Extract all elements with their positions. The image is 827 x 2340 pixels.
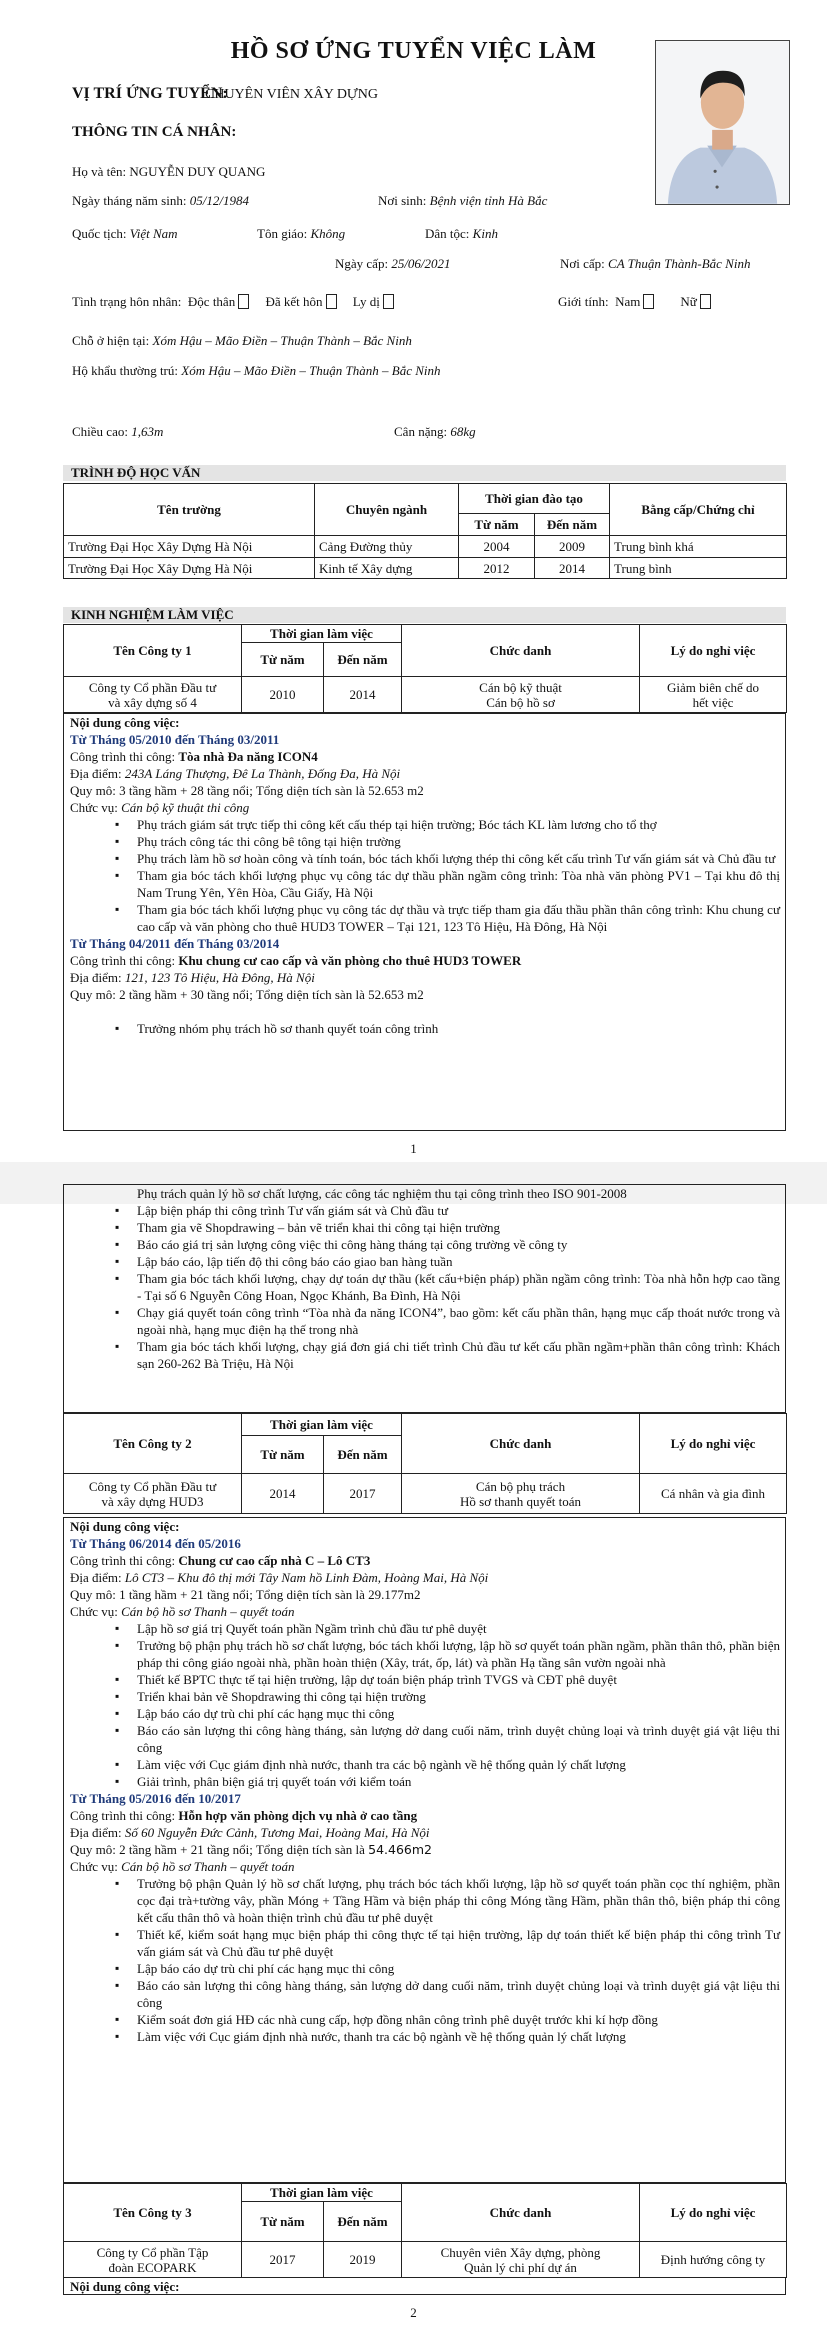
scale-label: Quy mô: — [70, 1842, 116, 1857]
education-school: Trường Đại Học Xây Dựng Hà Nội — [64, 558, 315, 579]
project-4-scale-row — [70, 1841, 780, 1858]
ethnic-label: Dân tộc: — [425, 226, 470, 241]
name-value: NGUYỄN DUY QUANG — [129, 164, 266, 179]
company-3-from: 2017 — [242, 2242, 324, 2278]
project-1-project-row — [70, 748, 780, 765]
issue-place-label: Nơi cấp: — [560, 256, 605, 271]
company-2-header-to: Đến năm — [324, 1436, 402, 1474]
project-3-period: Từ Tháng 06/2014 đến 05/2016 — [70, 1536, 241, 1551]
company-1-name-line2: và xây dựng số 4 — [108, 694, 197, 710]
list-item: ▪ Giải trình, phân biện giá trị quyết toán với kiểm toán — [115, 1773, 780, 1790]
education-table — [63, 483, 787, 579]
project-label: Công trình thi công: — [70, 749, 176, 764]
divorced-checkbox[interactable] — [383, 294, 394, 309]
name-label: Họ và tên: — [72, 164, 127, 179]
name-row — [72, 164, 265, 180]
project-4-duties — [115, 1875, 780, 2045]
project-4-role: Cán bộ hồ sơ Thanh – quyết toán — [121, 1859, 295, 1874]
issue-place-row — [560, 256, 750, 272]
education-major: Cảng Đường thủy — [315, 536, 459, 558]
list-item: ▪ Phụ trách công tác thi công bê tông tại hiện trường — [115, 833, 780, 850]
project-2-period: Từ Tháng 04/2011 đến Tháng 03/2014 — [70, 936, 280, 951]
list-item: ▪ Báo cáo giá trị sản lượng công việc thi công hàng tháng tại công trường về công ty — [115, 1236, 780, 1253]
female-label: Nữ — [680, 294, 697, 309]
project-3-location: Lô CT3 – Khu đô thị mới Tây Nam hồ Linh Đàm, Hoàng Mai, Hà Nội — [124, 1570, 489, 1585]
project-label: Công trình thi công: — [70, 1553, 176, 1568]
company-3-header-to: Đến năm — [324, 2202, 402, 2242]
list-item: ▪ Triển khai bản vẽ Shopdrawing thi công tại hiện trường — [115, 1688, 780, 1705]
company-2-from: 2014 — [242, 1474, 324, 1514]
company-3-header-title: Chức danh — [402, 2184, 640, 2242]
project-1-location-row — [70, 765, 780, 782]
list-item: ▪ Phụ trách giám sát trực tiếp thi công kết cấu thép tại hiện trường; Bóc tách KL làm lương cho tổ thợ — [115, 816, 780, 833]
company-3-table — [63, 2183, 787, 2278]
company-3-title-line2: Quản lý chi phí dự án — [464, 2259, 577, 2275]
education-to: 2014 — [535, 558, 610, 579]
company-2-header-from: Từ năm — [242, 1436, 324, 1474]
project-1-scale-row — [70, 782, 780, 799]
list-item: ▪ Báo cáo sản lượng thi công hàng tháng, sản lượng dở dang cuối năm, trình duyệt chủng loại và trình duyệt giá vật liệu thi công — [115, 1722, 780, 1756]
current-address-row — [72, 333, 412, 349]
list-item: ▪ Thiết kế BPTC thực tế tại hiện trường, lập dự toán biện pháp trình TVGS và CĐT phê duyệt — [115, 1671, 780, 1688]
company-2-table — [63, 1413, 787, 1514]
nationality-value: Việt Nam — [129, 226, 178, 241]
education-major: Kinh tế Xây dựng — [315, 558, 459, 579]
list-item: ▪ Kiểm soát đơn giá HĐ các nhà cung cấp, hợp đồng nhân công trình phê duyệt trước khi kí hợp đồng — [115, 2011, 780, 2028]
company-1-header-title: Chức danh — [402, 625, 640, 677]
scale-label: Quy mô: — [70, 987, 116, 1002]
company-1-reason — [640, 677, 787, 713]
project-2-name: Khu chung cư cao cấp và văn phòng cho thuê HUD3 TOWER — [178, 953, 522, 968]
height-row — [72, 424, 163, 440]
company-1-title — [402, 677, 640, 713]
education-header-to: Đến năm — [535, 514, 610, 536]
role-label: Chức vụ: — [70, 1604, 118, 1619]
company-3-title — [402, 2242, 640, 2278]
project-1-role: Cán bộ kỹ thuật thi công — [121, 800, 250, 815]
marital-label: Tình trạng hôn nhân: — [72, 294, 182, 309]
project-1-name: Tòa nhà Đa năng ICON4 — [178, 749, 318, 764]
company-3-header-period: Thời gian làm việc — [242, 2184, 402, 2202]
project-label: Công trình thi công: — [70, 1808, 176, 1823]
project-2-continued — [70, 1185, 780, 1372]
document-title: HỒ SƠ ỨNG TUYỂN VIỆC LÀM — [230, 38, 597, 64]
table-row — [64, 558, 787, 579]
company-2-header-period: Thời gian làm việc — [242, 1414, 402, 1436]
list-item: ▪ Tham gia bóc tách khối lượng phục vụ công tác dự thầu và trực tiếp tham gia đấu thầu phần thân công trình: Khu chung cư cao cấp và văn phòng cho thuê HUD3 TOWER – Tại 121, 123 Tô Hiệu, Hà Đông, Hà Nội — [115, 901, 780, 935]
religion-label: Tôn giáo: — [257, 226, 308, 241]
education-degree: Trung bình khá — [610, 536, 787, 558]
list-item: ▪ Tham gia bóc tách khối lượng phục vụ công tác dự thầu phần ngầm công trình: Tòa nhà văn phòng PV1 – Tại khu đô thị Nam Trung Yên, Yên Hòa, Cầu Giấy, Hà Nội — [115, 867, 780, 901]
project-2-duties-page1 — [115, 1020, 780, 1037]
page-number-1: 1 — [410, 1141, 417, 1156]
company-3-title-line1: Chuyên viên Xây dựng, phòng — [440, 2244, 601, 2260]
project-3-location-row — [70, 1569, 780, 1586]
education-from: 2004 — [459, 536, 535, 558]
project-2-location: 121, 123 Tô Hiệu, Hà Đông, Hà Nội — [124, 970, 315, 985]
company-1-name-line1: Công ty Cổ phần Đầu tư — [88, 679, 217, 695]
dob-value: 05/12/1984 — [189, 193, 249, 208]
education-header-school: Tên trường — [64, 484, 315, 536]
project-2-continued-line: Phụ trách quản lý hồ sơ chất lượng, các công tác nghiệm thu tại công trình theo ISO 901-2008 — [137, 1186, 627, 1201]
issue-place-value: CA Thuận Thành-Bắc Ninh — [608, 256, 751, 271]
position-label: VỊ TRÍ ỨNG TUYỂN: — [72, 85, 228, 102]
list-item: ▪ Trưởng nhóm phụ trách hồ sơ thanh quyết toán công trình — [115, 1020, 780, 1037]
company-3-header-from: Từ năm — [242, 2202, 324, 2242]
company-2-name-line2: và xây dựng HUD3 — [101, 1493, 204, 1509]
scale-label: Quy mô: — [70, 783, 116, 798]
education-to: 2009 — [535, 536, 610, 558]
company-1-header-from: Từ năm — [242, 643, 324, 677]
project-1-period: Từ Tháng 05/2010 đến Tháng 03/2011 — [70, 732, 280, 747]
position-value: CHUYÊN VIÊN XÂY DỰNG — [205, 87, 379, 102]
company-1-content — [70, 714, 780, 1037]
list-item: ▪ Trưởng bộ phận Quản lý hồ sơ chất lượng, phụ trách bóc tách khối lượng, lập hồ sơ quyết toán phần cọc thí nghiệm, phần cọc đại trà+tường vây, phần Móng + Tầng Hầm và biện pháp thi công Móng tầng Hầm, phần thân thô, biện pháp thi công kết cấu thân thô và hoàn thiện trình chủ đầu tư phê duyệt — [115, 1875, 780, 1926]
education-school: Trường Đại Học Xây Dựng Hà Nội — [64, 536, 315, 558]
list-item: ▪ Báo cáo sản lượng thi công hàng tháng, sản lượng dở dang cuối năm, trình duyệt chủng loại và trình duyệt giá vật liệu thi công — [115, 1977, 780, 2011]
list-item: ▪ Lập biện pháp thi công trình Tư vấn giám sát và Chủ đầu tư — [115, 1202, 780, 1219]
company-2-to: 2017 — [324, 1474, 402, 1514]
education-from: 2012 — [459, 558, 535, 579]
project-2-scale-row — [70, 986, 780, 1003]
single-label: Độc thân — [187, 294, 236, 309]
project-4-scale: 2 tầng hầm + 21 tầng nổi; Tổng diện tích sàn là — [119, 1842, 369, 1857]
company-2-header-reason: Lý do nghỉ việc — [640, 1414, 787, 1474]
company-3-to: 2019 — [324, 2242, 402, 2278]
education-heading: TRÌNH ĐỘ HỌC VẤN — [63, 465, 786, 481]
pob-label: Nơi sinh: — [378, 193, 427, 208]
project-2-project-row — [70, 952, 780, 969]
issue-date-row — [335, 256, 451, 272]
project-3-role-row — [70, 1603, 780, 1620]
education-header-degree: Bằng cấp/Chứng chỉ — [610, 484, 787, 536]
company-1-label: Tên Công ty 1 — [64, 625, 242, 677]
project-4-role-row — [70, 1858, 780, 1875]
gender-row — [558, 294, 711, 310]
list-item: ▪ Làm việc với Cục giám định nhà nước, thanh tra các bộ ngành về hệ thống quản lý chất lượng — [115, 2028, 780, 2045]
role-label: Chức vụ: — [70, 800, 118, 815]
education-degree: Trung bình — [610, 558, 787, 579]
project-4-scale-value: 54.466m2 — [368, 1842, 432, 1857]
company-3-label: Tên Công ty 3 — [64, 2184, 242, 2242]
project-4-project-row — [70, 1807, 780, 1824]
company-3-name — [64, 2242, 242, 2278]
project-1-duties — [115, 816, 780, 935]
location-label: Địa điểm: — [70, 1825, 122, 1840]
weight-value: 68kg — [450, 424, 476, 439]
weight-row — [394, 424, 476, 440]
company-2-title — [402, 1474, 640, 1514]
issue-date-value: 25/06/2021 — [391, 256, 451, 271]
content-label: Nội dung công việc: — [70, 715, 180, 730]
table-row — [64, 677, 787, 713]
education-header-from: Từ năm — [459, 514, 535, 536]
single-checkbox[interactable] — [238, 294, 249, 309]
female-checkbox[interactable] — [700, 294, 711, 309]
project-1-location: 243A Láng Thượng, Đê La Thành, Đống Đa, Hà Nội — [124, 766, 401, 781]
table-row — [64, 1474, 787, 1514]
list-item: ▪ Lập báo cáo, lập tiến độ thi công báo cáo giao ban hàng tuần — [115, 1253, 780, 1270]
table-row — [64, 536, 787, 558]
company-2-name — [64, 1474, 242, 1514]
permanent-address-row — [72, 363, 441, 379]
project-2-scale: 2 tầng hầm + 30 tầng nổi; Tổng diện tích sàn là 52.653 m2 — [119, 987, 424, 1002]
education-header-period: Thời gian đào tạo — [459, 484, 610, 514]
company-1-header-to: Đến năm — [324, 643, 402, 677]
project-label: Công trình thi công: — [70, 953, 176, 968]
dob-row — [72, 193, 249, 209]
list-item: ▪ Phụ trách làm hồ sơ hoàn công và tính toán, bóc tách khối lượng thép thi công kết cấu trình Tư vấn giám sát và Chủ đầu tư — [115, 850, 780, 867]
project-3-project-row — [70, 1552, 780, 1569]
company-1-title-line2: Cán bộ hồ sơ — [486, 694, 555, 710]
company-1-reason-line2: hết việc — [692, 694, 734, 710]
gender-label: Giới tính: — [558, 294, 609, 309]
project-4-name: Hỗn hợp văn phòng dịch vụ nhà ở cao tầng — [178, 1808, 418, 1823]
list-item: ▪ Tham gia vẽ Shopdrawing – bản vẽ triển khai thi công tại hiện trường — [115, 1219, 780, 1236]
issue-date-label: Ngày cấp: — [335, 256, 389, 271]
personal-info-heading: THÔNG TIN CÁ NHÂN: — [72, 124, 237, 140]
company-1-name — [64, 677, 242, 713]
married-label: Đã kết hôn — [265, 294, 323, 309]
nationality-row — [72, 226, 178, 242]
company-1-table — [63, 624, 787, 713]
current-address-value: Xóm Hậu – Mão Điền – Thuận Thành – Bắc Ninh — [152, 333, 412, 348]
list-item: ▪ Tham gia bóc tách khối lượng, chạy giá đơn giá chi tiết trình Chủ đầu tư kết cấu phần ngầm+phần thân công trình: Khách sạn 260-262 Bà Triệu, Hà Nội — [115, 1338, 780, 1372]
pob-value: Bệnh viện tỉnh Hà Bắc — [429, 193, 548, 208]
page-number-2: 2 — [410, 2305, 417, 2320]
current-address-label: Chỗ ở hiện tại: — [72, 333, 150, 348]
company-2-content — [70, 1518, 780, 2045]
profile-photo — [655, 40, 790, 205]
company-1-title-line1: Cán bộ kỹ thuật — [479, 679, 562, 695]
list-item: ▪ Tham gia bóc tách khối lượng, chạy dự toán dự thầu (kết cấu+biện pháp) phần ngầm công trình: Tòa nhà hỗn hợp cao tầng - Tại số 6 Nguyễn Công Hoan, Ngọc Khánh, Ba Đình, Hà Nội — [115, 1270, 780, 1304]
list-item: ▪ Chạy giá quyết toán công trình “Tòa nhà đa năng ICON4”, bao gồm: kết cấu phần thân, hạng mục cấp thoát nước trong và ngoài nhà, hạng mục điện hạ thế trong nhà — [115, 1304, 780, 1338]
project-3-role: Cán bộ hồ sơ Thanh – quyết toán — [121, 1604, 295, 1619]
company-1-header-reason: Lý do nghỉ việc — [640, 625, 787, 677]
height-label: Chiều cao: — [72, 424, 128, 439]
male-label: Nam — [615, 294, 641, 309]
company-2-name-line1: Công ty Cổ phần Đầu tư — [88, 1478, 217, 1494]
list-item: ▪ Lập báo cáo dự trù chi phí các hạng mục thi công — [115, 1960, 780, 1977]
project-3-scale-row — [70, 1586, 780, 1603]
male-checkbox[interactable] — [643, 294, 654, 309]
content-label: Nội dung công việc: — [70, 1519, 180, 1534]
experience-heading: KINH NGHIỆM LÀM VIỆC — [63, 607, 786, 623]
content-label: Nội dung công việc: — [70, 2279, 180, 2294]
ethnic-value: Kinh — [472, 226, 498, 241]
marital-row — [72, 294, 394, 310]
company-3-name-line2: đoàn ECOPARK — [108, 2259, 197, 2275]
company-2-header-title: Chức danh — [402, 1414, 640, 1474]
permanent-address-value: Xóm Hậu – Mão Điền – Thuận Thành – Bắc Ninh — [181, 363, 441, 378]
education-header-major: Chuyên ngành — [315, 484, 459, 536]
table-row — [64, 2242, 787, 2278]
company-1-to: 2014 — [324, 677, 402, 713]
project-3-duties — [115, 1620, 780, 1790]
list-item: ▪ Trưởng bộ phận phụ trách hồ sơ chất lượng, bóc tách khối lượng, lập hồ sơ quyết toán phần ngầm, phần thân thô, phần biện pháp thi công giáo ngoài nhà, phần hoàn thiện (Xây, trát, ốp, lát) và phần Hạ tầng sân vườn ngoài nhà — [115, 1637, 780, 1671]
role-label: Chức vụ: — [70, 1859, 118, 1874]
list-item: ▪ Lập hồ sơ giá trị Quyết toán phần Ngầm trình chủ đầu tư phê duyệt — [115, 1620, 780, 1637]
person-photo-icon — [656, 41, 789, 204]
religion-value: Không — [310, 226, 346, 241]
location-label: Địa điểm: — [70, 766, 122, 781]
pob-row — [378, 193, 547, 209]
company-3-header-reason: Lý do nghỉ việc — [640, 2184, 787, 2242]
company-1-from: 2010 — [242, 677, 324, 713]
company-1-reason-line1: Giảm biên chế do — [666, 679, 760, 695]
permanent-address-label: Hộ khẩu thường trú: — [72, 363, 178, 378]
religion-row — [257, 226, 345, 242]
location-label: Địa điểm: — [70, 970, 122, 985]
location-label: Địa điểm: — [70, 1570, 122, 1585]
project-3-scale: 1 tầng hầm + 21 tầng nổi; Tổng diện tích sàn là 29.177m2 — [119, 1587, 421, 1602]
project-2-duties-page2 — [115, 1202, 780, 1372]
ethnic-row — [425, 226, 498, 242]
list-item: ▪ Thiết kế, kiểm soát hạng mục biện pháp thi công thực tế tại hiện trường, lập dự toán thiết kế biện pháp thi công trình Tư vấn giám sát và Chủ đầu tư phê duyệt — [115, 1926, 780, 1960]
company-3-content — [70, 2278, 780, 2295]
list-item: ▪ Làm việc với Cục giám định nhà nước, thanh tra các bộ ngành về hệ thống quản lý chất lượng — [115, 1756, 780, 1773]
height-value: 1,63m — [131, 424, 164, 439]
company-2-reason: Cá nhân và gia đình — [640, 1474, 787, 1514]
company-3-reason: Định hướng công ty — [640, 2242, 787, 2278]
divorced-label: Ly dị — [352, 294, 380, 309]
project-3-name: Chung cư cao cấp nhà C – Lô CT3 — [178, 1553, 371, 1568]
project-1-scale: 3 tầng hầm + 28 tầng nổi; Tổng diện tích sàn là 52.653 m2 — [119, 783, 424, 798]
weight-label: Cân nặng: — [394, 424, 448, 439]
project-4-location-row — [70, 1824, 780, 1841]
project-4-period: Từ Tháng 05/2016 đến 10/2017 — [70, 1791, 241, 1806]
company-2-label: Tên Công ty 2 — [64, 1414, 242, 1474]
list-item: ▪ Lập báo cáo dự trù chi phí các hạng mục thi công — [115, 1705, 780, 1722]
company-1-header-period: Thời gian làm việc — [242, 625, 402, 643]
project-1-role-row — [70, 799, 780, 816]
scale-label: Quy mô: — [70, 1587, 116, 1602]
dob-label: Ngày tháng năm sinh: — [72, 193, 187, 208]
project-2-location-row — [70, 969, 780, 986]
company-3-name-line1: Công ty Cổ phần Tập — [96, 2244, 209, 2260]
project-4-location: Số 60 Nguyễn Đức Cảnh, Tương Mai, Hoàng Mai, Hà Nội — [124, 1825, 430, 1840]
nationality-label: Quốc tịch: — [72, 226, 127, 241]
company-2-title-line1: Cán bộ phụ trách — [475, 1478, 566, 1494]
married-checkbox[interactable] — [326, 294, 337, 309]
company-2-title-line2: Hồ sơ thanh quyết toán — [460, 1493, 581, 1509]
